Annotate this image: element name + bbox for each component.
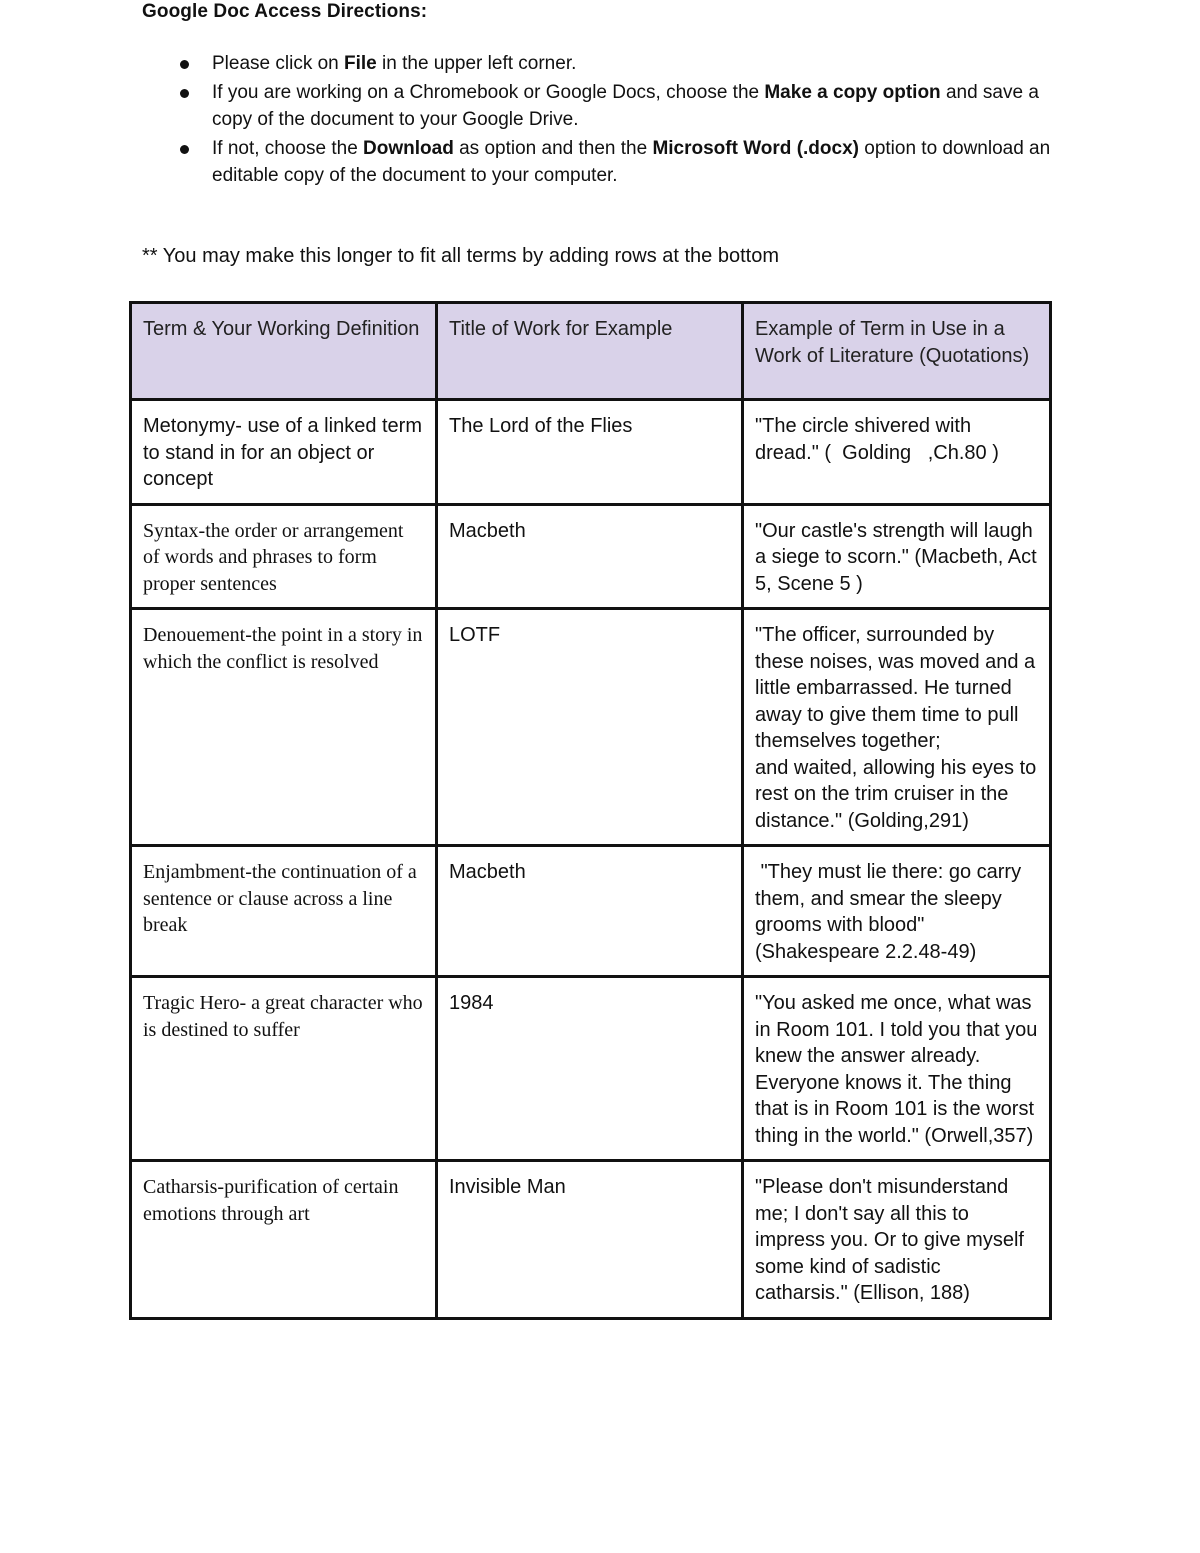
directions-list [180,50,1060,191]
example-cell: "Our castle's strength will laugh a siege to scorn." (Macbeth, Act 5, Scene 5 ) [743,504,1051,609]
header-example: Example of Term in Use in a Work of Literature (Quotations) [743,303,1051,400]
term-cell: Tragic Hero- a great character who is destined to suffer [131,977,437,1161]
direction-item [180,50,1060,77]
direction-text: as option and then the [453,138,653,159]
direction-text: Please click on [212,53,345,74]
example-cell: "The officer, surrounded by these noises, was moved and a little embarrassed. He turned away to give them time to pull themselves together; and waited, allowing his eyes to rest on the trim cruiser in the distance." (Golding,291) [743,609,1051,846]
title-cell: 1984 [437,977,743,1161]
bullet-icon [180,89,189,98]
term-cell: Catharsis-purification of certain emotions through art [131,1161,437,1319]
table-body [131,400,1051,1319]
direction-text: in the upper left corner. [376,53,577,74]
example-cell: "You asked me once, what was in Room 101. I told you that you knew the answer already. Everyone knows it. The thing that is in Room 101 is the worst thing in the world." (Orwell,357) [743,977,1051,1161]
direction-bold-text: Microsoft Word (.docx) [652,138,859,159]
table-row [131,609,1051,846]
direction-text: If not, choose the [212,138,364,159]
table-row [131,504,1051,609]
direction-bold-text: Make a copy option [764,82,941,103]
term-cell: Enjambment-the continuation of a sentence or clause across a line break [131,846,437,977]
bullet-icon [180,60,189,69]
direction-item [180,135,1060,189]
term-cell: Metonymy- use of a linked term to stand in for an object or concept [131,400,437,505]
table-row [131,400,1051,505]
example-cell: "The circle shivered with dread." ( Golding ,Ch.80 ) [743,400,1051,505]
header-title: Title of Work for Example [437,303,743,400]
table-header-row [131,303,1051,400]
example-cell: "Please don't misunderstand me; I don't say all this to impress you. Or to give myself some kind of sadistic catharsis." (Ellison, 188) [743,1161,1051,1319]
direction-bold-text: Download [363,138,454,159]
header-term: Term & Your Working Definition [131,303,437,400]
term-cell: Denouement-the point in a story in which the conflict is resolved [131,609,437,846]
table-row [131,846,1051,977]
title-cell: Invisible Man [437,1161,743,1319]
title-cell: Macbeth [437,504,743,609]
direction-text: If you are working on a Chromebook or Google Docs, choose the [212,82,765,103]
title-cell: Macbeth [437,846,743,977]
table-row [131,1161,1051,1319]
example-cell: "They must lie there: go carry them, and smear the sleepy grooms with blood" (Shakespeare 2.2.48-49) [743,846,1051,977]
terms-table [129,301,1052,1320]
title-cell: LOTF [437,609,743,846]
table-row [131,977,1051,1161]
direction-bold-text: File [344,53,377,74]
title-cell: The Lord of the Flies [437,400,743,505]
term-cell: Syntax-the order or arrangement of words and phrases to form proper sentences [131,504,437,609]
direction-text: and save a copy of the document to your Google Drive. [212,82,1039,130]
rows-note: ** You may make this longer to fit all terms by adding rows at the bottom [142,245,779,267]
direction-text: option to download an editable copy of the document to your computer. [212,138,1051,186]
page-heading: Google Doc Access Directions: [142,1,428,22]
bullet-icon [180,145,189,154]
direction-item [180,79,1060,133]
